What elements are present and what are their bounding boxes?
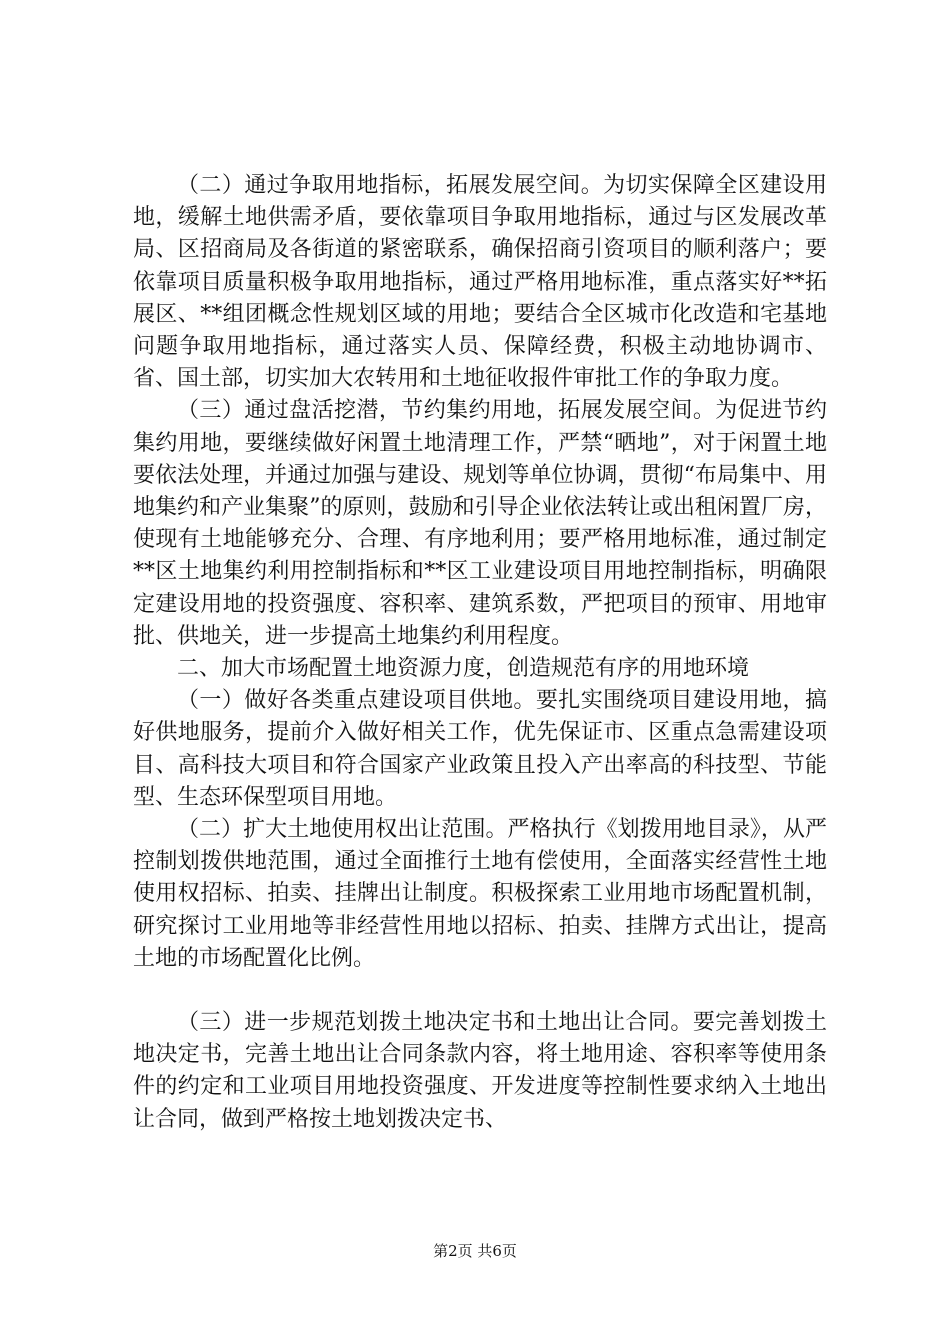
paragraph-3-3: （三）进一步规范划拨土地决定书和土地出让合同。要完善划拨土地决定书，完善土地出让合同条款内容，将土地用途、容积率等使用条件的约定和工业项目用地投资强度、开发进度等控制性要求纳入土地出让合同，做到严格按土地划拨决定书、 — [133, 1010, 827, 1132]
paragraph-3-2: （二）扩大土地使用权出让范围。严格执行《划拨用地目录》，从严控制划拨供地范围，通过全面推行土地有偿使用，全面落实经营性土地使用权招标、拍卖、挂牌出让制度。积极探索工业用地市场配置机制，研究探讨工业用地等非经营性用地以招标、拍卖、挂牌方式出让，提高土地的市场配置化比例。 — [133, 817, 827, 971]
paragraph-2-2: （二）通过争取用地指标，拓展发展空间。为切实保障全区建设用地，缓解土地供需矛盾，要依靠项目争取用地指标，通过与区发展改革局、区招商局及各街道的紧密联系，确保招商引资项目的顺利落户；要依靠项目质量积极争取用地指标，通过严格用地标准，重点落实好**拓展区、**组团概念性规划区域的用地；要结合全区城市化改造和宅基地问题争取用地指标，通过落实人员、保障经费，积极主动地协调市、省、国土部，切实加大农转用和土地征收报件审批工作的争取力度。 — [133, 173, 827, 392]
paragraph-2-3: （三）通过盘活挖潜，节约集约用地，拓展发展空间。为促进节约集约用地，要继续做好闲置土地清理工作，严禁“晒地”，对于闲置土地要依法处理，并通过加强与建设、规划等单位协调，贯彻“布局集中、用地集约和产业集聚”的原则，鼓励和引导企业依法转让或出租闲置厂房，使现有土地能够充分、合理、有序地利用；要严格用地标准，通过制定**区土地集约利用控制指标和**区工业建设项目用地控制指标，明确限定建设用地的投资强度、容积率、建筑系数，严把项目的预审、用地审批、供地关，进一步提高土地集约利用程度。 — [133, 398, 827, 649]
page-number-footer: 第2页 共6页 — [433, 1242, 517, 1260]
section-heading-2: 二、加大市场配置土地资源力度，创造规范有序的用地环境 — [177, 656, 750, 682]
paragraph-3-1: （一）做好各类重点建设项目供地。要扎实围绕项目建设用地，搞好供地服务，提前介入做好相关工作，优先保证市、区重点急需建设项目、高科技大项目和符合国家产业政策且投入产出率高的科技型、节能型、生态环保型项目用地。 — [133, 688, 827, 810]
document-body — [133, 170, 827, 1136]
